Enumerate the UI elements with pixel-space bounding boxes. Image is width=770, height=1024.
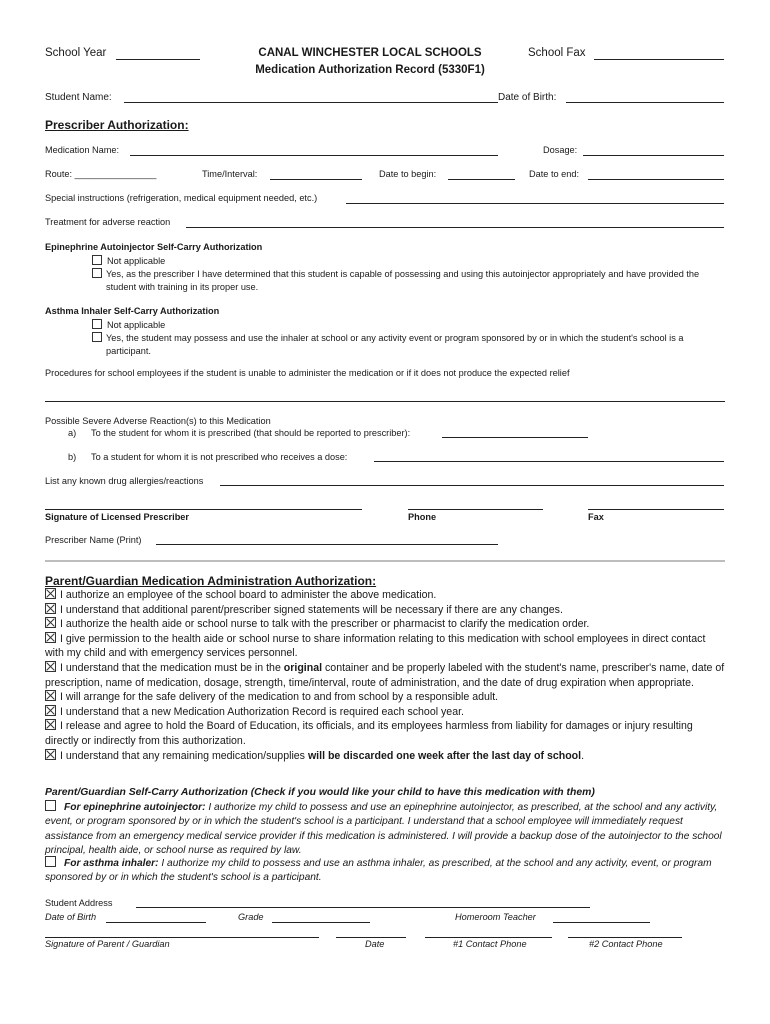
parent-signature-label: Signature of Parent / Guardian <box>45 939 170 949</box>
special-instructions-field[interactable] <box>346 203 724 204</box>
prescriber-name-label: Prescriber Name (Print) <box>45 535 142 545</box>
parent-authorization-list <box>45 588 725 763</box>
severe-reactions-label: Possible Severe Adverse Reaction(s) to this Medication <box>45 416 271 426</box>
student-address-label: Student Address <box>45 898 113 908</box>
prescriber-section-title: Prescriber Authorization: <box>45 118 189 132</box>
parent-item[interactable]: I give permission to the health aide or school nurse to share information relating to this medication with school employees in direct contact with my child and with emergency services personnel. <box>45 632 706 660</box>
time-interval-field[interactable] <box>270 179 362 180</box>
selfcarry-epi-paragraph[interactable]: For epinephrine autoinjector: I authorize my child to possess and use an epinephrine autoinjector, as prescribed, at the school and any activity, event, or program sponsored by or in which the student's school is a participant. I understand that a school employee will immediately request assistance from an emergency medical service provider if this medication is administered. I will provide a backup dose of the autoinjector to the school principal, health aide, or school nurse as required by law. <box>45 802 722 856</box>
checked-box-icon[interactable] <box>45 632 56 643</box>
special-instructions-label: Special instructions (refrigeration, medical equipment needed, etc.) <box>45 193 318 203</box>
prescriber-fax-field[interactable] <box>588 509 724 510</box>
homeroom-label: Homeroom Teacher <box>455 912 536 922</box>
checked-box-icon[interactable] <box>45 617 56 628</box>
form-title: Medication Authorization Record (5330F1) <box>255 64 485 76</box>
epi-yes-text: Yes, as the prescriber I have determined that this student is capable of possessing and using this autoinjector appropriately and have provided the student with training in its proper use. <box>106 269 700 292</box>
checked-box-icon[interactable] <box>45 690 56 701</box>
checked-box-icon[interactable] <box>45 719 56 730</box>
medication-name-label: Medication Name: <box>45 145 120 155</box>
procedures-field[interactable] <box>45 401 725 402</box>
date-end-field[interactable] <box>588 179 724 180</box>
parent-item[interactable]: I understand that a new Medication Authorization Record is required each school year. <box>45 705 725 720</box>
severe-b-label: To a student for whom it is not prescribed who receives a dose: <box>91 452 348 462</box>
prescriber-phone-label: Phone <box>408 512 437 522</box>
allergies-field[interactable] <box>220 485 724 486</box>
contact2-label: #2 Contact Phone <box>589 939 663 949</box>
dosage-label: Dosage: <box>543 145 578 155</box>
student-dob-field[interactable] <box>566 102 724 103</box>
severe-a-label: To the student for whom it is prescribed (that should be reported to prescriber): <box>91 428 411 438</box>
homeroom-field[interactable] <box>553 922 650 923</box>
epi-prescriber-title: Epinephrine Autoinjector Self-Carry Authorization <box>45 242 263 252</box>
prescriber-phone-field[interactable] <box>408 509 543 510</box>
school-year-label: School Year <box>45 47 107 59</box>
checked-box-icon[interactable] <box>45 749 56 760</box>
asthma-prescriber-title: Asthma Inhaler Self-Carry Authorization <box>45 306 220 316</box>
allergies-label: List any known drug allergies/reactions <box>45 476 204 486</box>
checked-box-icon[interactable] <box>45 661 56 672</box>
section-divider <box>45 560 725 562</box>
parent-item[interactable]: I authorize the health aide or school nurse to talk with the prescriber or pharmacist to clarify the medication order. <box>45 617 725 632</box>
route-label: Route: ________________ <box>45 169 157 179</box>
epi-na-option[interactable]: Not applicable <box>92 255 165 266</box>
contact1-field[interactable] <box>425 937 552 938</box>
parent-dob-field[interactable] <box>106 922 206 923</box>
grade-label: Grade <box>238 912 264 922</box>
student-name-label: Student Name: <box>45 92 112 103</box>
checkbox-icon[interactable] <box>45 856 56 867</box>
date-begin-field[interactable] <box>448 179 515 180</box>
prescriber-fax-label: Fax <box>588 512 604 522</box>
asthma-yes-checkbox-wrap[interactable] <box>92 332 107 343</box>
severe-b-field[interactable] <box>374 461 724 462</box>
selfcarry-asthma-paragraph[interactable]: For asthma inhaler: I authorize my child to possess and use an asthma inhaler, as prescribed, at the school and any activity, event, or program sponsored by or in which the student's school is a participant. <box>45 858 712 884</box>
parent-item-discard[interactable]: I understand that any remaining medication/supplies will be discarded one week after the last day of school. <box>45 749 725 764</box>
severe-a-letter: a) <box>68 428 77 438</box>
severe-b-letter: b) <box>68 452 77 462</box>
contact1-label: #1 Contact Phone <box>453 939 527 949</box>
date-end-label: Date to end: <box>529 169 580 179</box>
epi-yes-checkbox-wrap[interactable] <box>92 268 107 279</box>
district-name: CANAL WINCHESTER LOCAL SCHOOLS <box>258 47 482 59</box>
contact2-field[interactable] <box>568 937 682 938</box>
selfcarry-title: Parent/Guardian Self-Carry Authorization (Check if you would like your child to have this medication with them) <box>45 787 595 798</box>
parent-date-label: Date <box>365 939 385 949</box>
time-interval-label: Time/Interval: <box>202 169 258 179</box>
parent-item[interactable]: I will arrange for the safe delivery of the medication to and from school by a responsible adult. <box>45 690 725 705</box>
school-fax-label: School Fax <box>528 47 586 59</box>
prescriber-signature-field[interactable] <box>45 509 362 510</box>
checkbox-icon[interactable] <box>92 319 102 329</box>
student-address-field[interactable] <box>136 907 590 908</box>
parent-date-field[interactable] <box>336 937 406 938</box>
checked-box-icon[interactable] <box>45 603 56 614</box>
medication-name-field[interactable] <box>130 155 498 156</box>
school-year-field[interactable] <box>116 59 200 60</box>
parent-item-original[interactable]: I understand that the medication must be in the original container and be properly labeled with the student's name, prescriber's name, date of prescription, name of medication, dosage, strength, time/interval, route of administration, and the date of drug expiration when appropriate. <box>45 661 725 689</box>
parent-signature-field[interactable] <box>45 937 319 938</box>
student-dob-label: Date of Birth: <box>498 92 557 103</box>
date-begin-label: Date to begin: <box>379 169 437 179</box>
severe-a-field[interactable] <box>442 437 588 438</box>
prescriber-signature-label: Signature of Licensed Prescriber <box>45 512 189 522</box>
school-fax-field[interactable] <box>594 59 724 60</box>
asthma-yes-text: Yes, the student may possess and use the inhaler at school or any activity event or program sponsored by or in which the student's school is a participant. <box>106 333 684 356</box>
prescriber-name-field[interactable] <box>156 544 498 545</box>
checkbox-icon[interactable] <box>92 268 102 278</box>
grade-field[interactable] <box>272 922 370 923</box>
checkbox-icon[interactable] <box>92 255 102 265</box>
treatment-label: Treatment for adverse reaction <box>45 217 171 227</box>
checkbox-icon[interactable] <box>45 800 56 811</box>
procedures-label: Procedures for school employees if the student is unable to administer the medication or if it does not produce the expected relief <box>45 368 570 378</box>
parent-item[interactable]: I release and agree to hold the Board of Education, its officials, and its employees harmless from liability for damages or injury resulting directly or indirectly from this authorization. <box>45 720 693 747</box>
checked-box-icon[interactable] <box>45 705 56 716</box>
asthma-na-option[interactable]: Not applicable <box>92 319 165 330</box>
treatment-field[interactable] <box>186 227 724 228</box>
checkbox-icon[interactable] <box>92 332 102 342</box>
parent-dob-label: Date of Birth <box>45 912 97 922</box>
parent-section-title: Parent/Guardian Medication Administration Authorization: <box>45 574 377 588</box>
checked-box-icon[interactable] <box>45 588 56 599</box>
parent-item[interactable]: I authorize an employee of the school board to administer the above medication. <box>45 588 725 603</box>
parent-item[interactable]: I understand that additional parent/prescriber signed statements will be necessary if there are any changes. <box>45 603 725 618</box>
student-name-field[interactable] <box>124 102 498 103</box>
dosage-field[interactable] <box>583 155 724 156</box>
